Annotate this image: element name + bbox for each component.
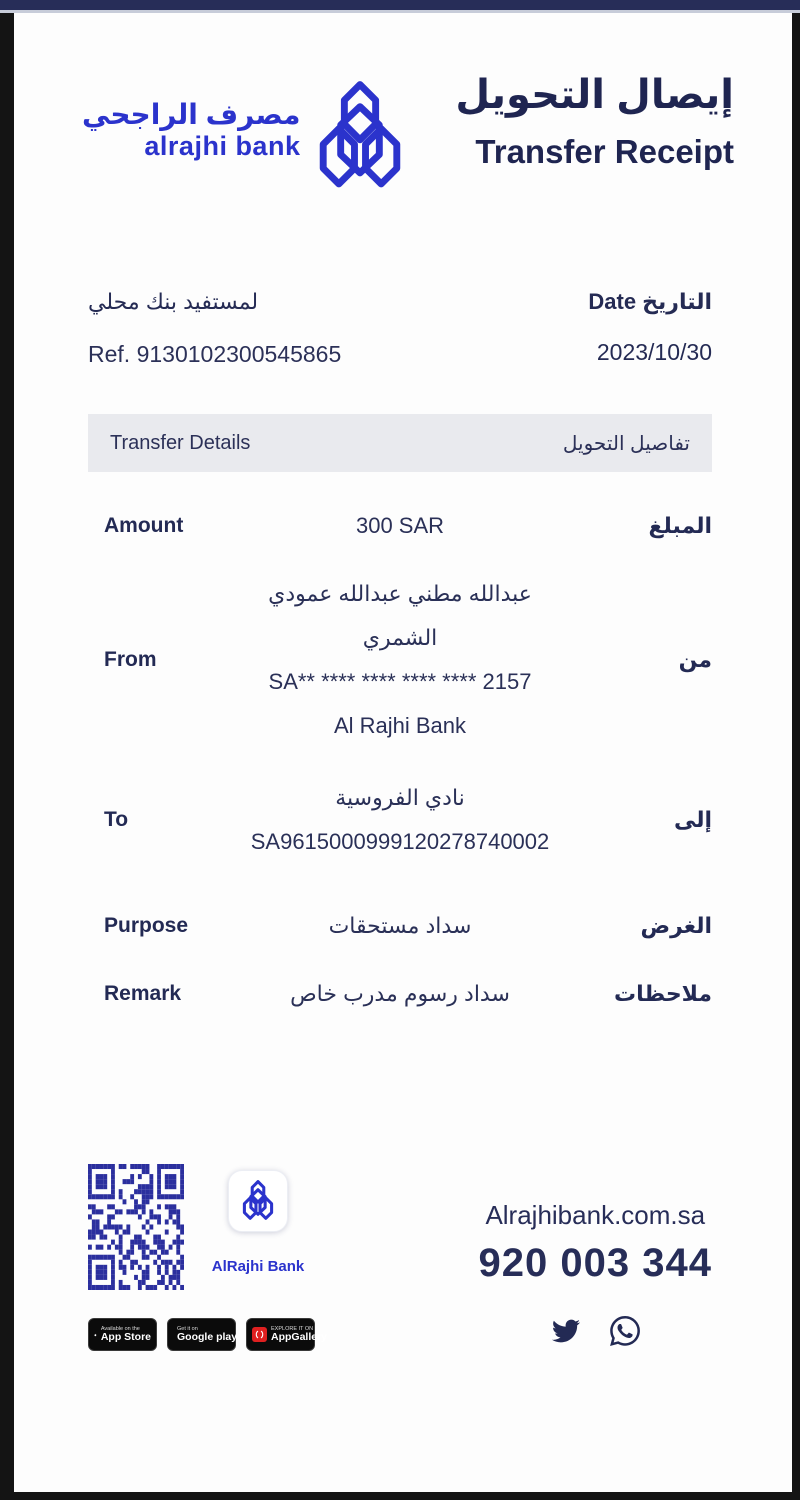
google-play-badge[interactable] — [167, 1318, 236, 1351]
to-label-ar: إلى — [673, 807, 712, 832]
whatsapp-icon[interactable] — [610, 1316, 640, 1346]
sender-bank: Al Rajhi Bank — [333, 713, 467, 738]
beneficiary-name: نادي الفروسية — [335, 785, 465, 810]
date-label: التاريخ Date — [588, 289, 712, 314]
bank-name-english: alrajhi bank — [144, 131, 301, 162]
beneficiary-iban: SA9615000999120278740002 — [250, 829, 550, 854]
amount-label-ar: المبلغ — [648, 513, 712, 538]
transfer-details-header — [88, 414, 712, 472]
app-store-label: App Store — [100, 1330, 151, 1343]
sender-masked-iban: SA** **** **** **** **** 2157 — [268, 669, 532, 694]
google-play-tagline: Get it on — [177, 1325, 198, 1332]
from-label-en: From — [104, 648, 157, 671]
app-icon — [228, 1170, 288, 1232]
row-from — [88, 572, 712, 748]
row-to — [88, 776, 712, 864]
sender-name: عبدالله مطني عبدالله عمودي الشمري — [268, 581, 532, 650]
top-navy-strip — [0, 0, 800, 10]
page-title-english: Transfer Receipt — [475, 133, 734, 170]
twitter-icon[interactable] — [550, 1317, 582, 1345]
google-play-label: Google play — [177, 1330, 238, 1343]
remark-label-en: Remark — [104, 982, 182, 1005]
reference-number: Ref. 9130102300545865 — [88, 341, 342, 367]
purpose-value: سداد مستحقات — [328, 913, 472, 938]
row-purpose — [88, 904, 712, 948]
date-value: 2023/10/30 — [596, 339, 712, 365]
row-remark — [88, 972, 712, 1016]
details-header-arabic: تفاصيل التحويل — [562, 432, 690, 455]
app-gallery-label: AppGallery — [271, 1330, 328, 1343]
bank-name-arabic: مصرف الراجحي — [82, 99, 301, 130]
app-store-badge[interactable] — [88, 1318, 157, 1351]
bank-website: Alrajhibank.com.sa — [485, 1200, 706, 1230]
bank-logo — [82, 71, 406, 203]
qr-code — [88, 1164, 184, 1290]
receipt-footer — [88, 1164, 712, 1351]
from-label-ar: من — [678, 647, 712, 672]
app-name: AlRajhi Bank — [211, 1258, 305, 1275]
receipt-card — [14, 13, 792, 1492]
app-gallery-badge[interactable] — [246, 1318, 328, 1351]
remark-value: سداد رسوم مدرب خاص — [290, 981, 510, 1006]
remark-label-ar: ملاحظات — [614, 981, 712, 1006]
row-amount — [88, 504, 712, 548]
page-title-arabic: إيصال التحويل — [455, 73, 734, 117]
beneficiary-note: لمستفيد بنك محلي — [88, 289, 259, 314]
alrajhi-emblem-icon — [314, 71, 406, 203]
details-header-english: Transfer Details — [110, 431, 251, 454]
info-section — [88, 289, 712, 368]
apple-icon — [94, 1327, 97, 1343]
amount-label-en: Amount — [104, 514, 184, 537]
alrajhi-emblem-small-icon — [241, 1180, 275, 1222]
to-label-en: To — [104, 808, 129, 831]
receipt-header — [14, 13, 792, 203]
transfer-details-rows — [88, 504, 712, 1016]
amount-value: 300 SAR — [355, 513, 445, 538]
purpose-label-en: Purpose — [104, 914, 189, 937]
purpose-label-ar: الغرض — [640, 913, 712, 938]
app-gallery-tagline: EXPLORE IT ON — [271, 1325, 314, 1332]
bank-phone-number: 920 003 344 — [478, 1241, 712, 1285]
app-store-tagline: Available on the — [100, 1325, 140, 1332]
app-gallery-icon — [252, 1327, 267, 1342]
